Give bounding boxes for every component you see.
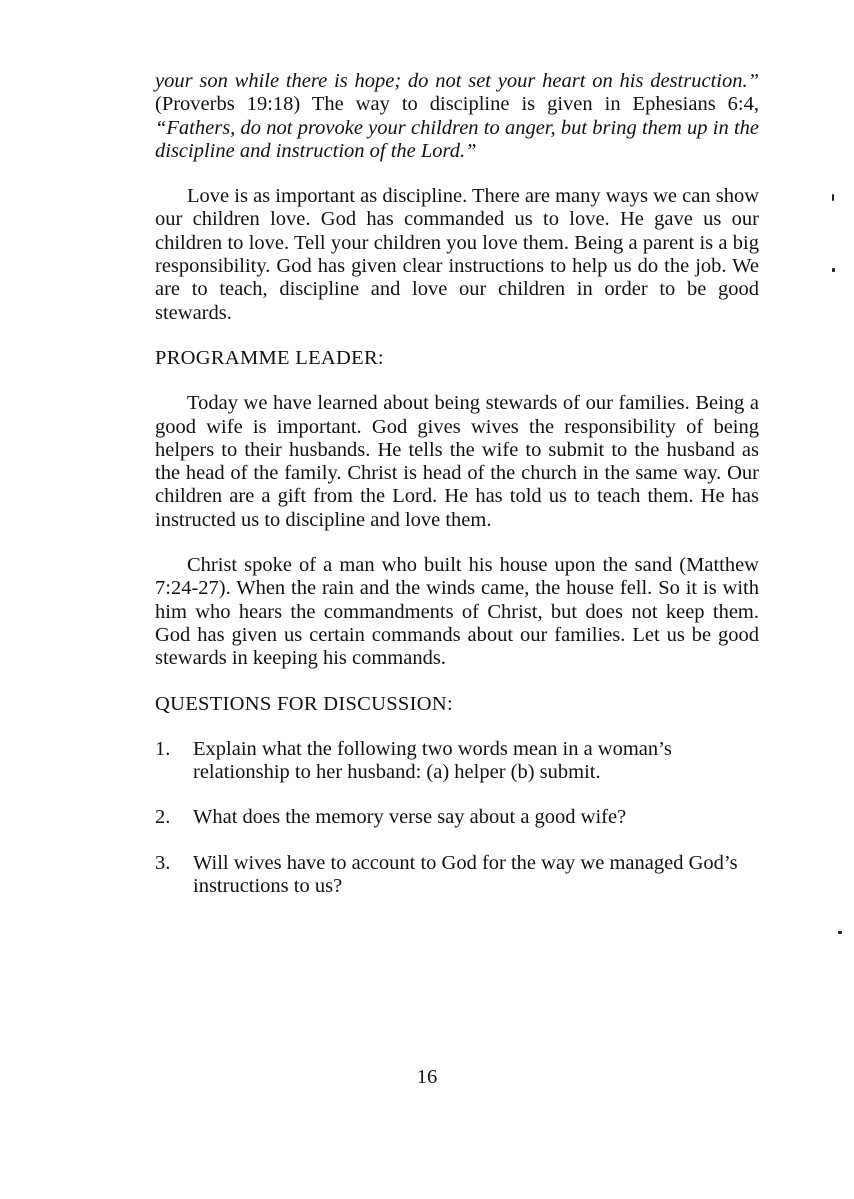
spacer bbox=[155, 532, 759, 554]
question-text: Will wives have to account to God for the way we managed God’s instructions to us? bbox=[193, 851, 738, 898]
ephesians-intro: (Proverbs 19:18) The way to discipline is given in Ephesians 6:4, bbox=[155, 93, 759, 116]
question-number: 3. bbox=[155, 851, 171, 874]
question-item bbox=[155, 738, 759, 785]
ephesians-quote: “Fathers, do not provoke your children to anger, but bring them up in the discipline and instruction of the Lord.” bbox=[155, 116, 759, 162]
question-number: 1. bbox=[155, 737, 171, 760]
question-item bbox=[155, 806, 759, 829]
question-text: Explain what the following two words mean in a woman’s relationship to her husband: (a) helper (b) submit. bbox=[193, 737, 672, 784]
spacer bbox=[155, 163, 759, 185]
spacer bbox=[155, 830, 759, 852]
scan-speck bbox=[838, 931, 842, 934]
question-text: What does the memory verse say about a good wife? bbox=[193, 806, 627, 829]
spacer bbox=[155, 325, 759, 347]
page-body bbox=[155, 70, 759, 898]
heading-programme-leader: PROGRAMME LEADER: bbox=[155, 346, 384, 369]
page-number: 16 bbox=[416, 1066, 438, 1088]
question-item bbox=[155, 852, 759, 899]
question-number: 2. bbox=[155, 806, 171, 829]
scan-speck bbox=[832, 268, 835, 272]
scan-speck bbox=[832, 194, 834, 201]
heading-questions: QUESTIONS FOR DISCUSSION: bbox=[155, 692, 453, 715]
spacer bbox=[155, 784, 759, 806]
paragraph-house-on-sand: Christ spoke of a man who built his house upon the sand (Matthew 7:24-27). When the rain and the winds came, the house fell. So it is with him who hears the commandments of Christ, but does not keep them. God has given us certain commands about our families. Let us be good stewards in keeping his commands. bbox=[155, 554, 759, 670]
proverbs-quote: your son while there is hope; do not set your heart on his destruction.” bbox=[155, 70, 759, 92]
paragraph-love: Love is as important as discipline. There are many ways we can show our children love. God has commanded us to love. He gave us our children to love. Tell your children you love them. Being a parent is a big responsibility. God has given clear instructions to help us do the job. We are to teach, discipline and love our children in order to be good stewards. bbox=[155, 185, 759, 324]
spacer bbox=[155, 370, 759, 392]
spacer bbox=[155, 671, 759, 693]
spacer bbox=[155, 716, 759, 738]
paragraph-discipline-scripture bbox=[155, 70, 759, 163]
paragraph-summary: Today we have learned about being stewards of our families. Being a good wife is important. God gives wives the responsibility of being helpers to their husbands. He tells the wife to submit to the husband as the head of the family. Christ is head of the church in the same way. Our children are a gift from the Lord. He has told us to teach them. He has instructed us to discipline and love them. bbox=[155, 392, 759, 531]
